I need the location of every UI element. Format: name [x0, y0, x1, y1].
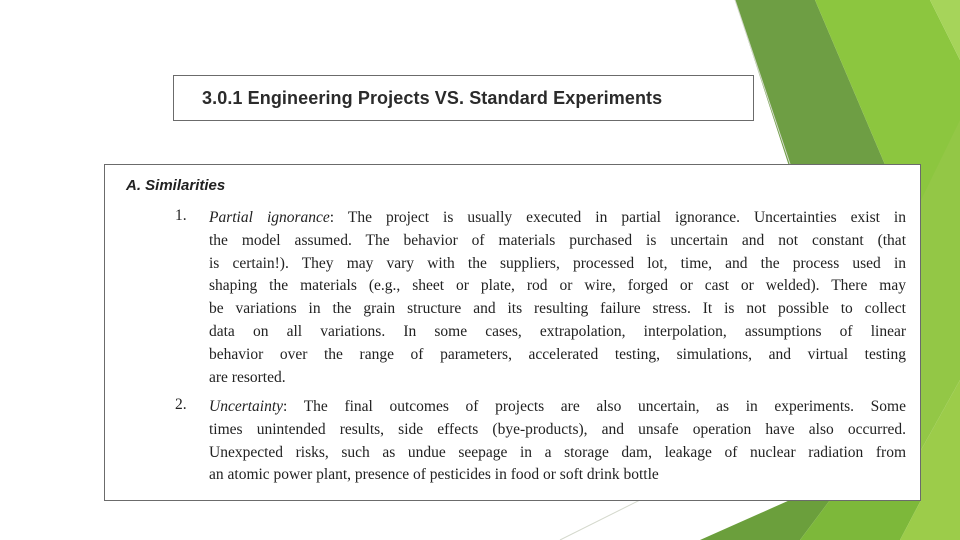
item-body: [209, 396, 906, 487]
title-box: [173, 75, 754, 121]
item-line: data on all variations. In some cases, extrapolation, interpolation, assumptions of linear: [209, 322, 906, 340]
item-line: be variations in the grain structure and its resulting failure stress. It is not possible to collect: [209, 300, 906, 318]
item-body: [209, 207, 906, 389]
item-line: Partial ignorance: The project is usually executed in partial ignorance. Uncertainties exist in: [209, 209, 906, 226]
item-line: times unintended results, side effects (bye-products), and unsafe operation have also occurred.: [209, 420, 906, 438]
item-line: an atomic power plant, presence of pesticides in food or soft drink bottle: [209, 466, 659, 484]
item-number: 1.: [175, 207, 187, 224]
item-line: Uncertainty: The final outcomes of projects are also uncertain, as in experiments. Some: [209, 398, 906, 415]
item-line: shaping the materials (e.g., sheet or plate, rod or wire, forged or cast or welded). There may: [209, 277, 906, 295]
slide-title: 3.0.1 Engineering Projects VS. Standard Experiments: [202, 87, 663, 108]
facet-thin-line-2: [560, 500, 640, 540]
item-line: the model assumed. The behavior of materials purchased is uncertain and not constant (that: [209, 231, 906, 249]
item-line: Unexpected risks, such as undue seepage in a storage dam, leakage of nuclear radiation from: [209, 443, 906, 461]
item-term: Partial ignorance: [209, 209, 330, 226]
item-term: Uncertainty: [209, 398, 284, 415]
item-line: are resorted.: [209, 368, 286, 386]
item-line: behavior over the range of parameters, accelerated testing, simulations, and virtual testing: [209, 345, 906, 363]
item-line: is certain!). They may vary with the suppliers, processed lot, time, and the process used in: [209, 254, 906, 272]
content-box: [104, 164, 921, 501]
section-heading: A. Similarities: [126, 177, 226, 194]
item-number: 2.: [175, 396, 187, 413]
